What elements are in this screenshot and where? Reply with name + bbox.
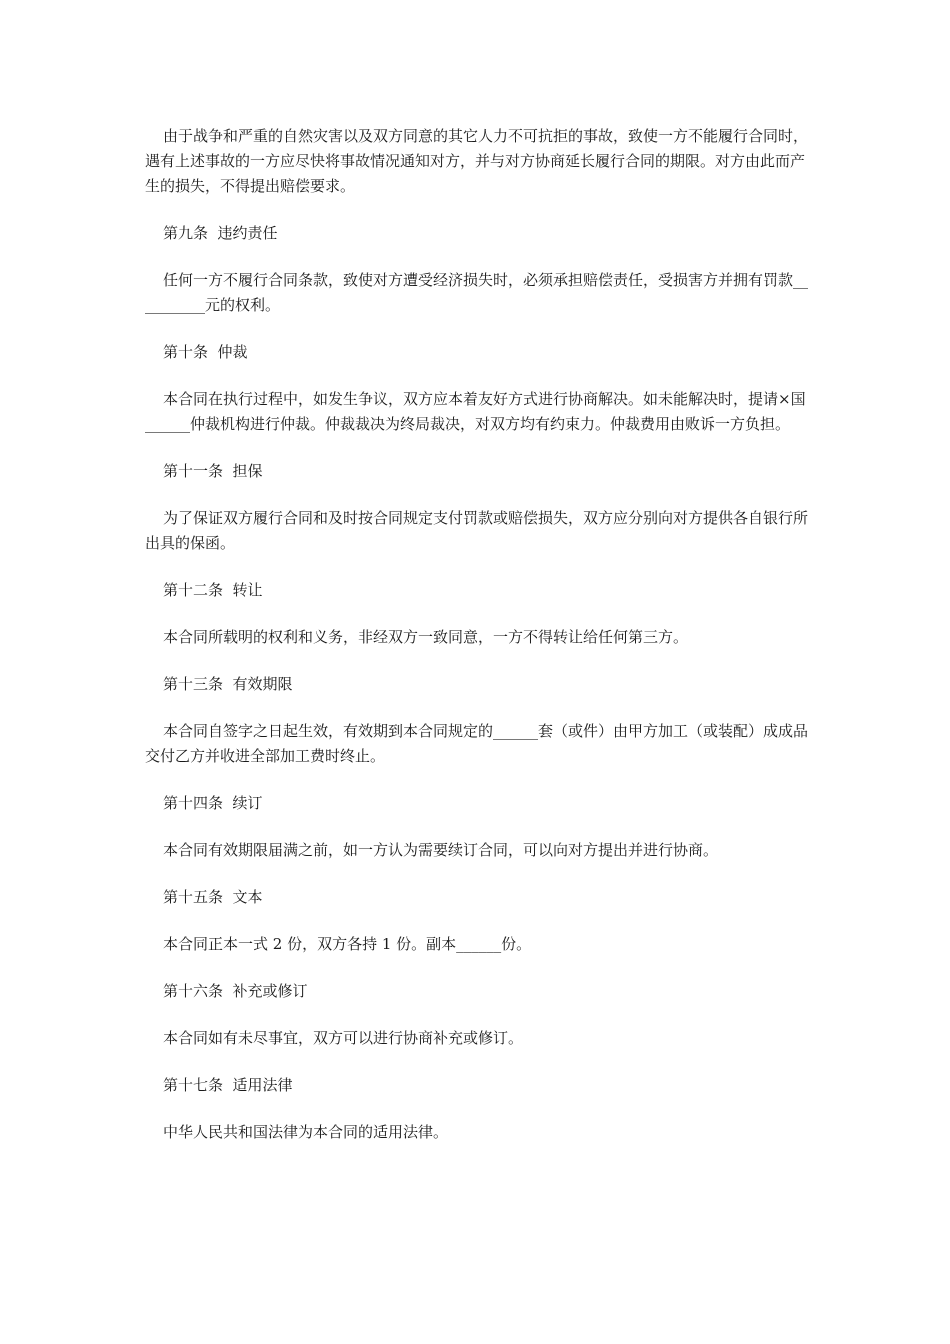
article-12-paragraph: 本合同所载明的权利和义务，非经双方一致同意，一方不得转让给任何第三方。 bbox=[163, 628, 689, 646]
article-9-paragraph: 任何一方不履行合同条款，致使对方遭受经济损失时，必须承担赔偿责任，受损害方并拥有罚款__________元的权利。 bbox=[145, 271, 809, 314]
article-11-heading: 第十一条 担保 bbox=[163, 462, 263, 480]
article-10-paragraph: 本合同在执行过程中，如发生争议，双方应本着友好方式进行协商解决。如未能解决时，提请×国______仲裁机构进行仲裁。仲裁裁决为终局裁决，对双方均有约束力。仲裁费用由败诉一方负担。 bbox=[145, 390, 806, 433]
document-body bbox=[145, 124, 810, 1167]
article-13-paragraph: 本合同自签字之日起生效，有效期到本合同规定的______套（或件）由甲方加工（或装配）成成品交付乙方并收进全部加工费时终止。 bbox=[145, 722, 809, 765]
article-15-heading: 第十五条 文本 bbox=[163, 888, 263, 906]
force-majeure-paragraph: 由于战争和严重的自然灾害以及双方同意的其它人力不可抗拒的事故，致使一方不能履行合同时，遇有上述事故的一方应尽快将事故情况通知对方，并与对方协商延长履行合同的期限。对方由此而产生的损失，不得提出赔偿要求。 bbox=[145, 127, 809, 195]
article-16-heading: 第十六条 补充或修订 bbox=[163, 982, 308, 1000]
article-17-heading: 第十七条 适用法律 bbox=[163, 1076, 293, 1094]
article-17-paragraph: 中华人民共和国法律为本合同的适用法律。 bbox=[163, 1123, 449, 1141]
article-15-paragraph: 本合同正本一式 2 份，双方各持 1 份。副本______份。 bbox=[163, 935, 532, 953]
article-10-heading: 第十条 仲裁 bbox=[163, 343, 248, 361]
article-13-heading: 第十三条 有效期限 bbox=[163, 675, 293, 693]
article-16-paragraph: 本合同如有未尽事宜，双方可以进行协商补充或修订。 bbox=[163, 1029, 524, 1047]
article-9-heading: 第九条 违约责任 bbox=[163, 224, 278, 242]
article-14-heading: 第十四条 续订 bbox=[163, 794, 263, 812]
article-11-paragraph: 为了保证双方履行合同和及时按合同规定支付罚款或赔偿损失，双方应分别向对方提供各自银行所出具的保函。 bbox=[145, 509, 809, 552]
article-14-paragraph: 本合同有效期限届满之前，如一方认为需要续订合同，可以向对方提出并进行协商。 bbox=[163, 841, 719, 859]
article-12-heading: 第十二条 转让 bbox=[163, 581, 263, 599]
